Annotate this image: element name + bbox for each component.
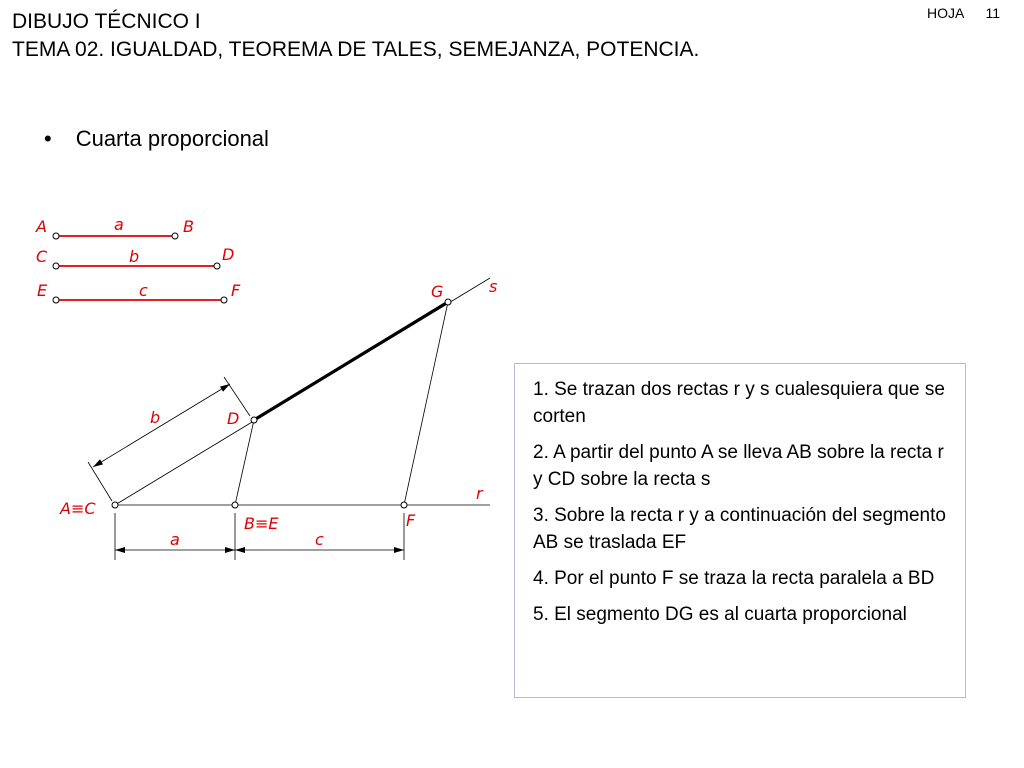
- label-e: E: [37, 281, 48, 300]
- point-d-given: [214, 263, 220, 269]
- steps-box: [514, 363, 966, 698]
- step-5: 5. El segmento DG es al cuarta proporcional: [533, 604, 907, 625]
- step-2: 2. A partir del punto A se lleva AB sobre la recta r y CD sobre la recta s: [533, 442, 944, 490]
- construction: [59, 277, 497, 560]
- bullet-marker: •: [44, 126, 52, 151]
- point-a-given: [53, 233, 59, 239]
- point-f: [401, 502, 407, 508]
- title-line-course: DIBUJO TÉCNICO I: [12, 10, 201, 33]
- point-ac: [112, 502, 118, 508]
- step-3: 3. Sobre la recta r y a continuación del segmento AB se traslada EF: [533, 505, 946, 553]
- point-f-given: [221, 297, 227, 303]
- point-c-given: [53, 263, 59, 269]
- label-a: A: [36, 217, 47, 236]
- sheet-value: 11: [985, 5, 1000, 21]
- line-bd: [235, 420, 254, 505]
- label-b: B: [183, 217, 194, 236]
- point-g: [445, 299, 451, 305]
- step-1: 1. Se trazan dos rectas r y s cualesquiera que se corten: [533, 379, 945, 427]
- label-f-given: F: [231, 281, 241, 300]
- step-4: 4. Por el punto F se traza la recta paralela a BD: [533, 568, 935, 589]
- label-ac: A≡C: [60, 499, 96, 518]
- dim-b-ext-1: [88, 462, 112, 501]
- given-segments: [35, 215, 241, 303]
- point-be: [232, 502, 238, 508]
- dim-b-line: [93, 384, 230, 467]
- bullet-text: Cuarta proporcional: [75, 126, 269, 151]
- label-segment-a: a: [114, 215, 124, 234]
- label-g: G: [431, 282, 444, 301]
- label-dim-c: c: [315, 530, 324, 549]
- point-e-given: [53, 297, 59, 303]
- sheet-label: HOJA: [926, 5, 964, 21]
- label-r: r: [476, 484, 483, 503]
- label-d: D: [222, 245, 235, 264]
- label-d: D: [227, 409, 240, 428]
- label-segment-c: c: [139, 281, 148, 300]
- label-dim-b: b: [150, 408, 161, 427]
- line-fg: [404, 302, 448, 505]
- label-segment-b: b: [129, 247, 140, 266]
- label-s: s: [489, 277, 498, 296]
- label-dim-a: a: [170, 530, 180, 549]
- segment-dg: [254, 302, 448, 420]
- label-c: C: [36, 247, 48, 266]
- label-be: B≡E: [244, 514, 279, 533]
- label-f: F: [406, 511, 416, 530]
- point-d: [251, 417, 257, 423]
- title-line-topic: TEMA 02. IGUALDAD, TEOREMA DE TALES, SEMEJANZA, POTENCIA.: [12, 38, 700, 61]
- point-b-given: [172, 233, 178, 239]
